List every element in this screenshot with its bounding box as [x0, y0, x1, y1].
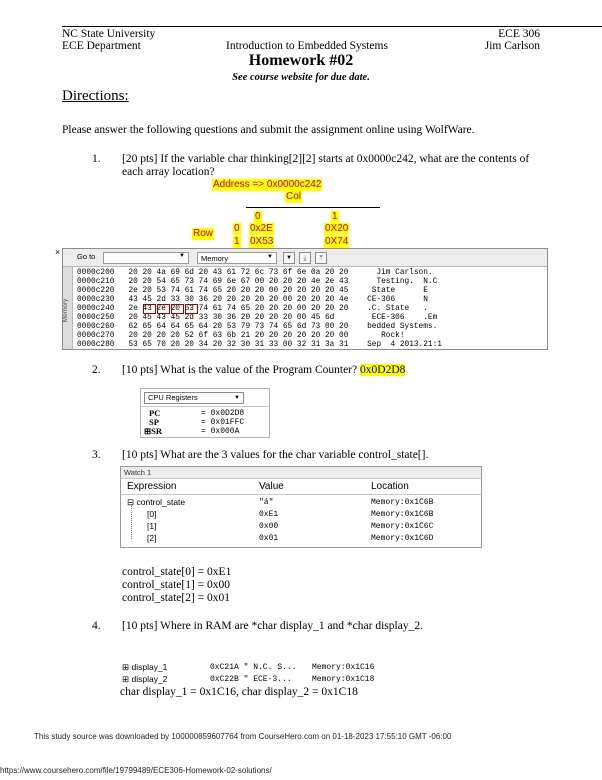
watch-expr[interactable]: [0]	[147, 509, 157, 519]
watch-expr[interactable]: [1]	[147, 521, 157, 531]
cell-r0c1: 0X20	[325, 223, 349, 234]
col-value[interactable]: Value	[259, 481, 284, 492]
q2-text	[122, 364, 405, 377]
tree-line	[131, 505, 132, 539]
watch-title: Watch 1	[121, 467, 481, 479]
watch-value[interactable]: 0xE1	[259, 510, 279, 519]
cpu-divider	[141, 406, 269, 407]
row0-label: 0	[234, 223, 240, 234]
cpu-registers-panel	[140, 388, 270, 438]
watch-location: Memory:0x1C6B	[371, 510, 434, 519]
q3-answer-3: control_state[2] = 0x01	[122, 592, 231, 604]
header-divider	[121, 494, 481, 495]
view-select-value: Memory	[201, 254, 229, 263]
memory-row: 0000c250 20 45 43 45 2d 33 30 36 20 20 20 20 00 45 6d ECE-306 .Em	[77, 314, 438, 322]
footer-link[interactable]: https://www.coursehero.com/file/19799489/ECE306-Homework-02-solutions/	[0, 766, 272, 775]
chevron-down-icon[interactable]: ▼	[234, 395, 240, 401]
memory-toolbar	[55, 247, 547, 267]
memory-row: 0000c270 20 20 20 20 52 6f 63 6b 21 20 20 20 20 20 20 00 Rock!	[77, 332, 405, 340]
watch-location: Memory:0x1C6C	[371, 522, 434, 531]
q2-answer: 0x0D2D8	[360, 364, 406, 376]
format-button[interactable]: ▼	[283, 252, 295, 264]
row-label: Row	[193, 228, 214, 239]
chevron-down-icon[interactable]: ▼	[267, 254, 273, 260]
col1-label: 1	[332, 211, 338, 222]
display-value[interactable]: 0xC21A " N.C. S...	[210, 663, 297, 672]
view-select[interactable]	[197, 252, 277, 264]
q3-answer-1: control_state[0] = 0xE1	[122, 566, 232, 578]
memory-side-tab[interactable]	[63, 267, 73, 349]
q2-question: [10 pts] What is the value of the Program Counter?	[122, 364, 358, 376]
goto-input[interactable]	[103, 252, 189, 264]
col0-label: 0	[255, 211, 261, 222]
header-center-line2: Introduction to Embedded Systems	[226, 40, 388, 52]
memory-row: 0000c210 20 20 54 65 73 74 69 6e 67 00 20 20 20 4e 2e 43 Testing. N.C	[77, 278, 438, 286]
display-watch	[120, 662, 390, 688]
display-location: Memory:0x1C16	[312, 663, 375, 672]
display-expr[interactable]: ⊞ display_2	[122, 674, 168, 684]
header-right-line1: ECE 306	[498, 28, 540, 40]
chevron-down-icon[interactable]: ▼	[179, 253, 185, 259]
header-left-line1: NC State University	[62, 28, 156, 40]
row1-label: 1	[234, 236, 240, 247]
memory-window	[55, 247, 548, 350]
highlight-box-74	[185, 304, 198, 314]
q4-answer: char display_1 = 0x1C16, char display_2 = 0x1C18	[120, 686, 358, 698]
memory-row: 0000c260 62 65 64 64 65 64 20 53 79 73 74 65 6d 73 00 20 bedded Systems.	[77, 323, 438, 331]
import-button[interactable]: ⤓	[299, 252, 311, 264]
display-value[interactable]: 0xC22B " ECE-3...	[210, 675, 292, 684]
reg-value: = 0x0D2D8	[201, 409, 245, 418]
cell-r1c1: 0X74	[325, 236, 349, 247]
page-subtitle: See course website for due date.	[232, 72, 370, 83]
watch-location: Memory:0x1C6B	[371, 498, 434, 507]
col-location[interactable]: Location	[371, 481, 409, 492]
cell-r1c0: 0X53	[250, 236, 274, 247]
close-icon[interactable]: ×	[55, 247, 61, 257]
q3-text: [10 pts] What are the 3 values for the char variable control_state[].	[122, 449, 429, 461]
display-expr[interactable]: ⊞ display_1	[122, 662, 168, 672]
highlight-box-53	[171, 304, 184, 314]
header-left-line2: ECE Department	[62, 40, 141, 52]
watch-window	[120, 466, 482, 548]
q4-text: [10 pts] Where in RAM are *char display_1 and *char display_2.	[122, 620, 423, 632]
col-label: Col	[286, 191, 302, 202]
q1-text-line2: each array location?	[122, 166, 215, 178]
cpu-registers-title: CPU Registers	[148, 393, 198, 402]
cpu-registers-select[interactable]	[144, 392, 244, 404]
header-rule	[62, 26, 602, 27]
highlight-box-2e	[143, 304, 156, 314]
watch-value[interactable]: 0x00	[259, 522, 279, 531]
memory-row: 0000c280 53 65 70 20 20 34 20 32 30 31 33 00 32 31 3a 31 Sep 4 2013.21:1	[77, 341, 442, 349]
reg-value: = 0x000A	[201, 427, 240, 436]
watch-expr[interactable]: [2]	[147, 533, 157, 543]
watch-value[interactable]: "á"	[259, 498, 274, 507]
col-expression[interactable]: Expression	[127, 481, 177, 492]
q1-text-line1: [20 pts] If the variable char thinking[2][2] starts at 0x0000c242, what are the contents of	[122, 153, 530, 165]
q4-number: 4.	[92, 620, 101, 632]
memory-row: 0000c230 43 45 2d 33 30 36 20 20 20 20 20 00 20 20 20 4e CE-306 N	[77, 296, 428, 304]
q1-number: 1.	[92, 153, 101, 165]
reg-name: SP	[149, 417, 159, 427]
cell-r0c0: 0x2E	[250, 223, 273, 234]
q3-number: 3.	[92, 449, 101, 461]
address-label: Address => 0x0000c242	[213, 179, 322, 190]
q3-answer-2: control_state[1] = 0x00	[122, 579, 231, 591]
memory-row: 0000c220 2e 20 53 74 61 74 65 20 20 20 00 20 20 20 20 45 State E	[77, 287, 428, 295]
highlight-box-20	[157, 304, 170, 314]
reg-name: PC	[149, 408, 161, 418]
watch-value[interactable]: 0x01	[259, 534, 279, 543]
footer-line1: This study source was downloaded by 100000859607764 from CourseHero.com on 01-18-2023 17:55:10 GMT -06:00	[34, 732, 452, 741]
reg-name[interactable]: ⊞SR	[144, 426, 162, 436]
directions-heading: Directions:	[62, 88, 129, 104]
display-location: Memory:0x1C18	[312, 675, 375, 684]
page-title: Homework #02	[248, 52, 354, 69]
watch-location: Memory:0x1C6D	[371, 534, 434, 543]
goto-label: Go to	[77, 252, 96, 261]
memory-side-label: Memory	[62, 298, 70, 323]
export-button[interactable]: ⤒	[315, 252, 327, 264]
watch-expr[interactable]: ⊟ control_state	[127, 497, 186, 507]
q2-number: 2.	[92, 364, 101, 376]
memory-row: 0000c200 20 20 4a 69 6d 20 43 61 72 6c 73 6f 6e 0a 20 20 Jim Carlson.	[77, 269, 433, 277]
header-right-line2: Jim Carlson	[484, 40, 540, 52]
directions-text: Please answer the following questions and submit the assignment online using WolfWare.	[62, 124, 475, 136]
memory-row: 0000c240 2e 43 2e 20 53 74 61 74 65 20 20 20 00 20 20 20 .C. State .	[77, 305, 428, 313]
reg-value: = 0x01FFC	[201, 418, 245, 427]
col-rule	[246, 207, 380, 208]
